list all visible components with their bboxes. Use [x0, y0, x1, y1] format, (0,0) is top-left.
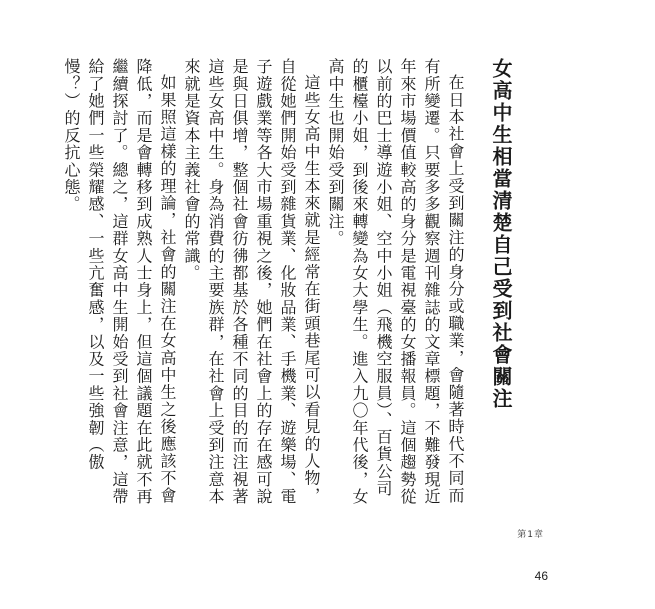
paragraph-1-text: 在日本社會上受到關注的身分或職業，會隨著時代不同而有所變遷。只要多多觀察週刊雜誌的文章標題，不難發現近年來市場價值較高的身分是電視臺的女播報員。這個趨勢從以前的巴士導遊小姐、空中小姐（飛機空服員）、百貨公司的櫃檯小姐，到後來轉變為女大學生。進入九〇年代後，女高中生也開始受到關注。: [326, 58, 465, 506]
chapter-mark: 第1章: [517, 530, 544, 540]
paragraph-3: [59, 58, 179, 513]
vertical-text-block: [59, 58, 513, 513]
paragraph-2: [179, 58, 323, 513]
paragraph-1: [323, 58, 467, 513]
paragraph-3-text: 如果照這樣的理論，社會的關注在女高中生之後應該不會降低，而是會轉移到成熟人士身上，但這個議題在此就不再繼續探討了。總之，這群女高中生開始受到社會注意，這帶給了她們一些榮耀感、一些亢奮感，以及一些強韌（傲慢？）的反抗心態。: [62, 58, 177, 506]
page-number: 46: [534, 569, 548, 583]
section-title: 女高中生相當清楚自己受到社會關注: [489, 58, 513, 410]
paragraph-2-text: 這些女高中生本來就是經常在街頭巷尾可以看見的人物，自從她們開始受到雜貨業、化妝品業、手機業、遊樂場、電子遊戲業等各大市場重視之後，她們在社會上的存在感可說是與日俱增，整個社會彷彿都基於各種不同的目的而注視著這些女高中生。身為消費的主要族群，在社會上受到注意本來就是資本主義社會的常識。: [182, 58, 321, 506]
